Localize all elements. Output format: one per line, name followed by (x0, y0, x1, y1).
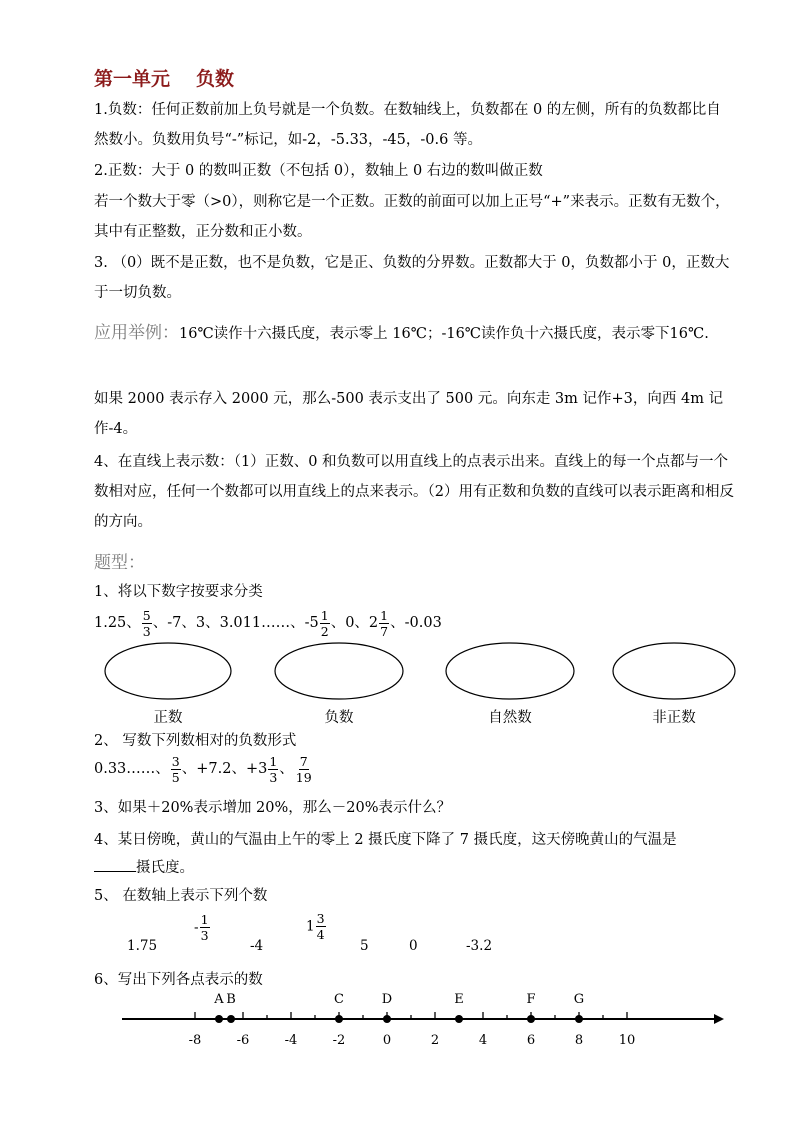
q1-fraction-5-3 (142, 608, 152, 639)
point-g (575, 1015, 583, 1023)
application-heading: 应用举例： (94, 323, 179, 343)
q2-fraction-7-19 (295, 754, 313, 785)
denominator: 3 (200, 928, 209, 943)
number-line (110, 985, 730, 1055)
number-line-ticks (189, 1012, 636, 1048)
q1-numbers-c: 、0、2 (330, 615, 379, 631)
definition-positive: 2.正数：大于 0 的数叫正数（不包括 0），数轴上 0 右边的数叫做正数 (94, 163, 543, 179)
q5-value-1: 1.75 (127, 938, 158, 954)
point-f (527, 1015, 535, 1023)
numerator: 1 (380, 607, 389, 623)
tick-label: 8 (574, 1033, 584, 1048)
oval-negative[interactable] (275, 643, 403, 699)
q2-numbers-a: 0.33……、 (94, 761, 170, 777)
denominator: 5 (171, 769, 180, 785)
q6-prompt: 6、写出下列各点表示的数 (94, 972, 263, 988)
application-example (94, 318, 734, 349)
oval-non-positive[interactable] (613, 643, 735, 699)
q2-number-list (94, 750, 314, 788)
category-positive: 正数 (153, 710, 183, 726)
point-d (383, 1015, 391, 1023)
axis-arrow (714, 1014, 724, 1024)
tick-label: -8 (188, 1033, 202, 1048)
point-label-e: E (454, 992, 464, 1007)
q4-tail: 摄氏度。 (136, 860, 194, 876)
point-a (215, 1015, 223, 1023)
point-label-b: B (226, 992, 236, 1007)
money-direction-example: 如果 2000 表示存入 2000 元，那么-500 表示支出了 500 元。向东走 3m 记作+3，向西 4m 记作-4。 (94, 391, 724, 437)
numerator: 1 (320, 607, 329, 623)
point-label-d: D (381, 992, 393, 1007)
point-c (335, 1015, 343, 1023)
q4-answer-line (94, 856, 194, 877)
denominator: 19 (295, 769, 312, 785)
number-line-axis (122, 1014, 724, 1024)
tick-label: 0 (382, 1033, 392, 1048)
q5-fraction-3-4 (316, 911, 326, 942)
oval-positive[interactable] (105, 643, 231, 699)
q5-value-4 (306, 911, 327, 942)
q2-numbers-b: 、+7.2、+3 (181, 761, 268, 777)
zero-explanation: 3. （0）既不是正数，也不是负数，它是正、负数的分界数。正数都大于 0，负数都小于 0，正数大于一切负数。 (94, 255, 730, 301)
q5-value-6: 0 (409, 938, 418, 954)
category-non-positive: 非正数 (652, 710, 696, 726)
denominator: 3 (142, 623, 151, 639)
q5-value-3: -4 (250, 938, 264, 954)
q1-numbers-b: 、-7、3、3.011……、-5 (152, 615, 319, 631)
q1-numbers-d: 、-0.03 (390, 615, 442, 631)
q1-fraction-1-7 (379, 608, 389, 639)
q2-numbers-c: 、 (279, 761, 294, 777)
classification-ovals (90, 640, 750, 706)
tick-label: -2 (332, 1033, 346, 1048)
q5-value-5: 5 (360, 938, 369, 954)
numerator: 3 (316, 911, 325, 926)
point-label-g: G (573, 992, 585, 1007)
tick-label: 10 (618, 1033, 636, 1048)
page-title (94, 64, 234, 91)
q2-fraction-3-5 (171, 754, 181, 785)
q5-value-7: -3.2 (466, 938, 493, 954)
tick-label: -4 (284, 1033, 298, 1048)
q1-numbers-a: 1.25、 (94, 615, 141, 631)
point-b (227, 1015, 235, 1023)
unit-title: 第一单元 (94, 68, 171, 90)
q2-prompt: 2、 写数下列数相对的负数形式 (94, 733, 297, 749)
q1-prompt: 1、将以下数字按要求分类 (94, 584, 263, 600)
point-e (455, 1015, 463, 1023)
numerator: 3 (171, 753, 180, 769)
point-label-a: A (214, 992, 224, 1007)
numerator: 1 (269, 753, 278, 769)
whole: 1 (306, 918, 315, 935)
definition-negative: 1.负数：任何正数前加上负号就是一个负数。在数轴线上，负数都在 0 的左侧，所有的负数都比自然数小。负数用负号“-”标记，如-2，-5.33，-45，-0.6 等。 (94, 102, 721, 148)
q4-blank[interactable] (94, 871, 136, 872)
q1-fraction-1-2 (320, 608, 330, 639)
denominator: 7 (380, 623, 389, 639)
tick-label: 2 (430, 1033, 440, 1048)
q1-number-list (94, 604, 442, 642)
numerator: 5 (142, 607, 151, 623)
point-label-f: F (526, 992, 536, 1007)
category-negative: 负数 (324, 710, 354, 726)
q4-text: 4、某日傍晚，黄山的气温由上午的零上 2 摄氏度下降了 7 摄氏度，这天傍晚黄山的气温是 (94, 832, 677, 848)
numerator: 1 (200, 912, 209, 927)
tick-label: 6 (526, 1033, 536, 1048)
q5-prompt: 5、 在数轴上表示下列个数 (94, 888, 268, 904)
number-line-explanation: 4、在直线上表示数：（1）正数、0 和负数可以用直线上的点表示出来。直线上的每一个点都与一个数相对应，任何一个数都可以用直线上的点来表示。（2）用有正数和负数的直线可以表示距离和相反的方向。 (94, 454, 734, 530)
denominator: 2 (320, 623, 329, 639)
topic-title: 负数 (196, 68, 235, 90)
q5-fraction-1-3 (200, 912, 210, 943)
point-label-c: C (334, 992, 344, 1007)
tick-label: 4 (478, 1033, 488, 1048)
denominator: 4 (316, 927, 325, 942)
q2-fraction-1-3 (268, 754, 278, 785)
q3-text: 3、如果＋20%表示增加 20%，那么－20%表示什么？ (94, 800, 452, 816)
positive-explanation: 若一个数大于零（>0），则称它是一个正数。正数的前面可以加上正号“+”来表示。正数有无数个，其中有正整数，正分数和正小数。 (94, 194, 730, 240)
tick-label: -6 (236, 1033, 250, 1048)
questions-heading: 题型： (94, 553, 145, 573)
application-text: 16℃读作十六摄氏度，表示零上 16℃；-16℃读作负十六摄氏度，表示零下16℃. (179, 326, 709, 342)
sign: - (194, 919, 199, 936)
numerator: 7 (299, 753, 308, 769)
denominator: 3 (269, 769, 278, 785)
category-natural: 自然数 (488, 710, 532, 726)
q5-value-2 (194, 912, 211, 943)
oval-natural[interactable] (446, 643, 574, 699)
